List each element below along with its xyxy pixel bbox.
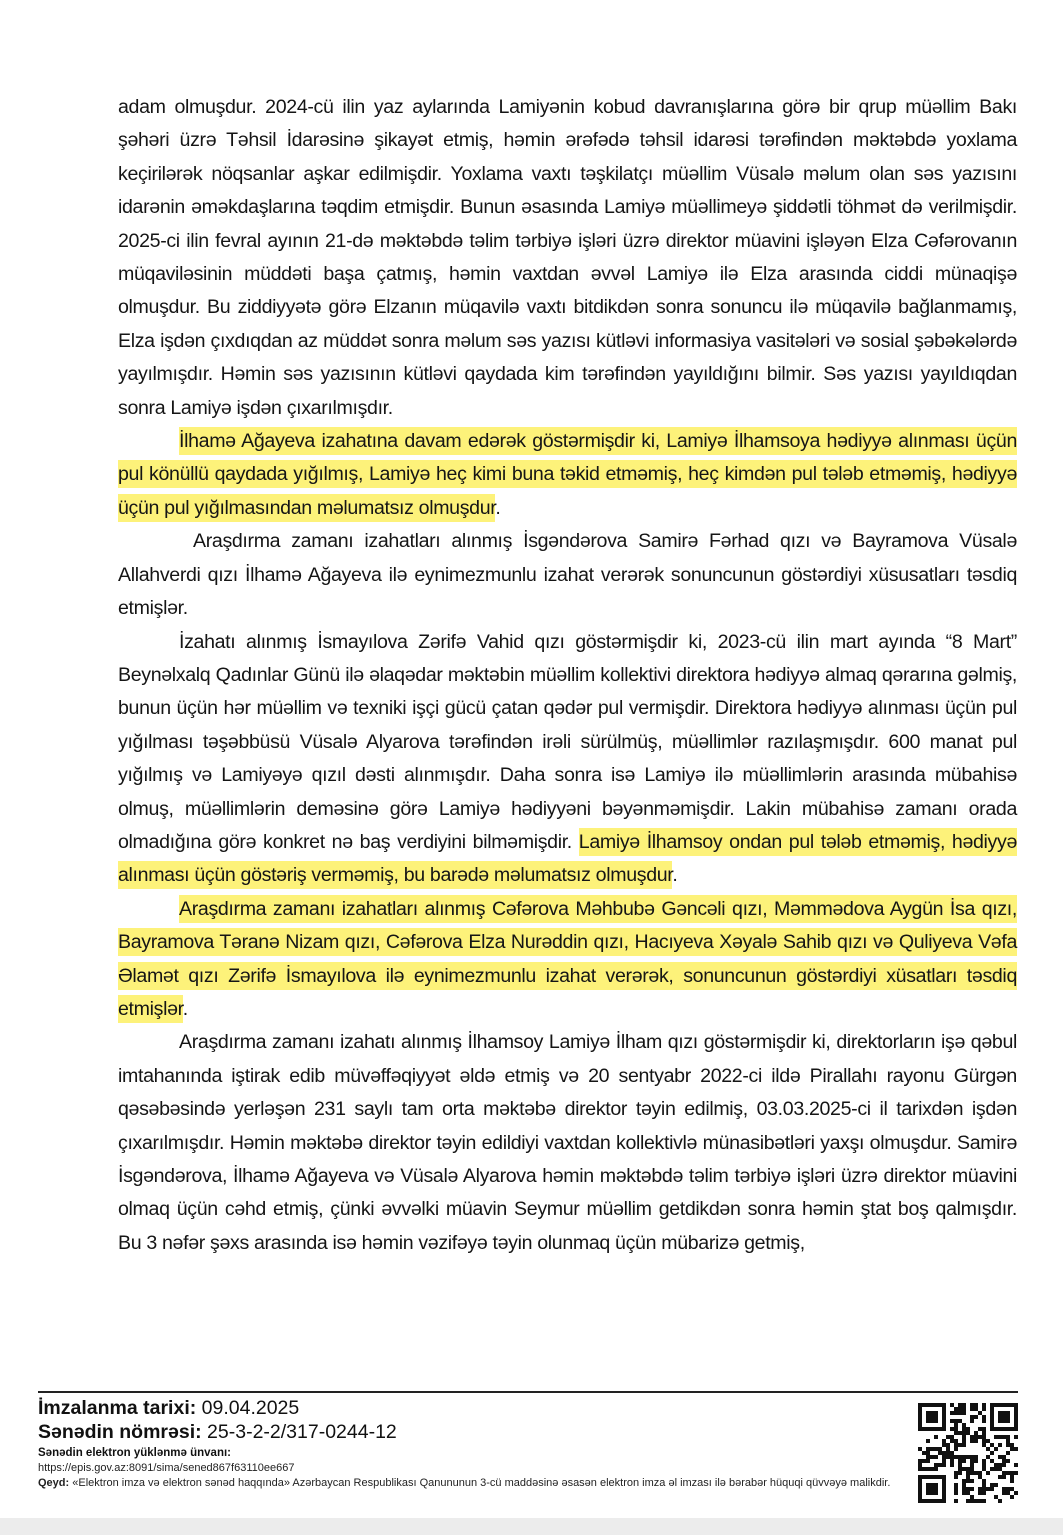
signing-date	[38, 1396, 908, 1420]
legal-note-text: «Elektron imza və elektron sənəd haqqında» Azərbaycan Respublikası Qanununun 3-cü maddəsinə əsasən elektron imza əl imzası ilə bərabər hüquqi qüvvəyə malikdir.	[72, 1477, 891, 1489]
document-body	[118, 91, 1017, 1260]
paragraph-text: İzahatı alınmış İsmayılova Zərifə Vahid qızı göstərmişdir ki, 2023-cü ilin mart ayında “8 Mart” Beynəlxalq Qadınlar Günü ilə əlaqədar məktəbin müəllim kollektivi direktora hədiyyə almaq qərarına gəlmiş, bunun üçün hər müəllim və texniki işçi gücü çatan qədər pul vermişdir. Direktora hədiyyə alınması üçün pul yığılması təşəbbüsü Vüsalə Alyarova tərəfindən irəli sürülmüş, müəllimlər razılaşmışdır. 600 manat pul yığılmış və Lamiyəyə qızıl dəsti alınmışdır. Daha sonra isə Lamiyə ilə müəllimlərin arasında mübahisə olmuş, müəllimlərin deməsinə görə Lamiyə hədiyyəni bəyənməmişdir. Lakin mübahisə zamanı orada olmadığına görə konkret nə baş verdiyini bilməmişdir.	[118, 630, 1017, 853]
paragraph	[118, 893, 1017, 1027]
paragraph	[118, 91, 1017, 425]
signing-date-label: İmzalanma tarixi:	[38, 1397, 197, 1419]
highlighted-text: Lamiyə İlhamsoy ondan pul tələb etməmiş, hədiyyə alınması üçün göstəriş verməmiş, bu barədə məlumatsız olmuşdur	[118, 828, 1017, 889]
document-number-label: Sənədin nömrəsi:	[38, 1421, 202, 1443]
paragraph	[118, 626, 1017, 893]
paragraph	[118, 525, 1017, 625]
paragraph-text: Araşdırma zamanı izahatları alınmış İsgəndərova Samirə Fərhad qızı və Bayramova Vüsalə Allahverdi qızı İlhamə Ağayeva ilə eynimezmunlu izahat verərək sonuncunun göstərdiyi xüsusatları təsdiq etmişlər.	[118, 530, 1017, 620]
paragraph-text: .	[672, 864, 678, 887]
footer-divider	[38, 1391, 1018, 1393]
upload-address-link[interactable]: https://epis.gov.az:8091/sima/sened867f63110ee667	[38, 1462, 295, 1474]
paragraph	[118, 425, 1017, 525]
legal-note	[38, 1476, 908, 1491]
legal-note-label: Qeyd:	[38, 1477, 70, 1489]
paragraph-text: Araşdırma zamanı izahatı alınmış İlhamsoy Lamiyə İlham qızı göstərmişdir ki, direktorların işə qəbul imtahanında iştirak edib müvəffəqiyyət əldə etmiş və 20 sentyabr 2022-ci ildə Pirallahı rayonu Gürgən qəsəbəsində yerləşən 231 saylı tam orta məktəbə direktor təyin edilmiş, 03.03.2025-ci il tarixdən işdən çıxarılmışdır. Həmin məktəbə direktor təyin edildiyi vaxtdan kollektivlə münasibətləri yaxşı olmuşdur. Samirə İsgəndərova, İlhamə Ağayeva və Vüsalə Alyarova həmin məktəbdə təlim tərbiyə işləri üzrə direktor müavini olmaq üçün cəhd etmiş, çünki əvvəlki müavin Seymur müəllim getdikdən sonra həmin ştat boş qalmışdır. Bu 3 nəfər şəxs arasında isə həmin vəzifəyə təyin olunmaq üçün mübarizə getmiş,	[118, 1031, 1017, 1254]
signature-footer	[38, 1396, 908, 1491]
signing-date-value: 09.04.2025	[201, 1397, 300, 1419]
paragraph-text: .	[495, 496, 501, 519]
page-bottom-margin	[0, 1518, 1063, 1535]
paragraph	[118, 1026, 1017, 1260]
qr-code-icon[interactable]	[918, 1403, 1018, 1503]
document-number-value: 25-3-2-2/317-0244-12	[207, 1421, 397, 1443]
upload-address-label: Sənədin elektron yüklənmə ünvanı:	[38, 1447, 231, 1459]
document-number	[38, 1420, 908, 1444]
paragraph-text: adam olmuşdur. 2024-cü ilin yaz aylarında Lamiyənin kobud davranışlarına görə bir qrup müəllim Bakı şəhəri üzrə Təhsil İdarəsinə şikayət etmiş, həmin ərəfədə təhsil idarəsi tərəfindən məktəbdə yoxlama keçirilərək nöqsanlar aşkar edilmişdir. Yoxlama vaxtı təşkilatçı müəllim Vüsalə məlum olan səs yazısını idarənin əməkdaşlarına təqdim etmişdir. Bunun əsasında Lamiyə müəllimeyə şiddətli töhmət də verilmişdir. 2025-ci ilin fevral ayının 21-də məktəbdə təlim tərbiyə işləri üzrə direktor müavini işləyən Elza Cəfərovanın müqaviləsinin müddəti başa çatmış, həmin vaxtdan əvvəl Lamiyə ilə Elza arasında ciddi münaqişə olmuşdur. Bu ziddiyyətə görə Elzanın müqavilə vaxtı bitdikdən sonra sonuncu ilə müqavilə bağlanmamış, Elza işdən çıxdıqdan az müddət sonra məlum səs yazısı kütləvi informasiya vasitələri və sosial şəbəkələrdə yayılmışdır. Həmin səs yazısının kütləvi qaydada kim tərəfindən yayıldığını bilmir. Səs yazısı yayıldıqdan sonra Lamiyə işdən çıxarılmışdır.	[118, 96, 1017, 419]
highlighted-text: Araşdırma zamanı izahatları alınmış Cəfərova Məhbubə Gəncəli qızı, Məmmədova Aygün İsa qızı, Bayramova Təranə Nizam qızı, Cəfərova Elza Nurəddin qızı, Hacıyeva Xəyalə Sahib qızı və Quliyeva Vəfa Əlamət qızı Zərifə İsmayılova ilə eynimezmunlu izahat verərək, sonuncunun göstərdiyi xüsatları təsdiq etmişlər	[118, 895, 1017, 1023]
highlighted-text: İlhamə Ağayeva izahatına davam edərək göstərmişdir ki, Lamiyə İlhamsoya hədiyyə alınması üçün pul könüllü qaydada yığılmış, Lamiyə heç kimi buna təkid etməmiş, heç kimdən pul tələb etməmiş, hədiyyə üçün pul yığılmasından məlumatsız olmuşdur	[118, 427, 1017, 522]
paragraph-text: .	[182, 997, 188, 1020]
